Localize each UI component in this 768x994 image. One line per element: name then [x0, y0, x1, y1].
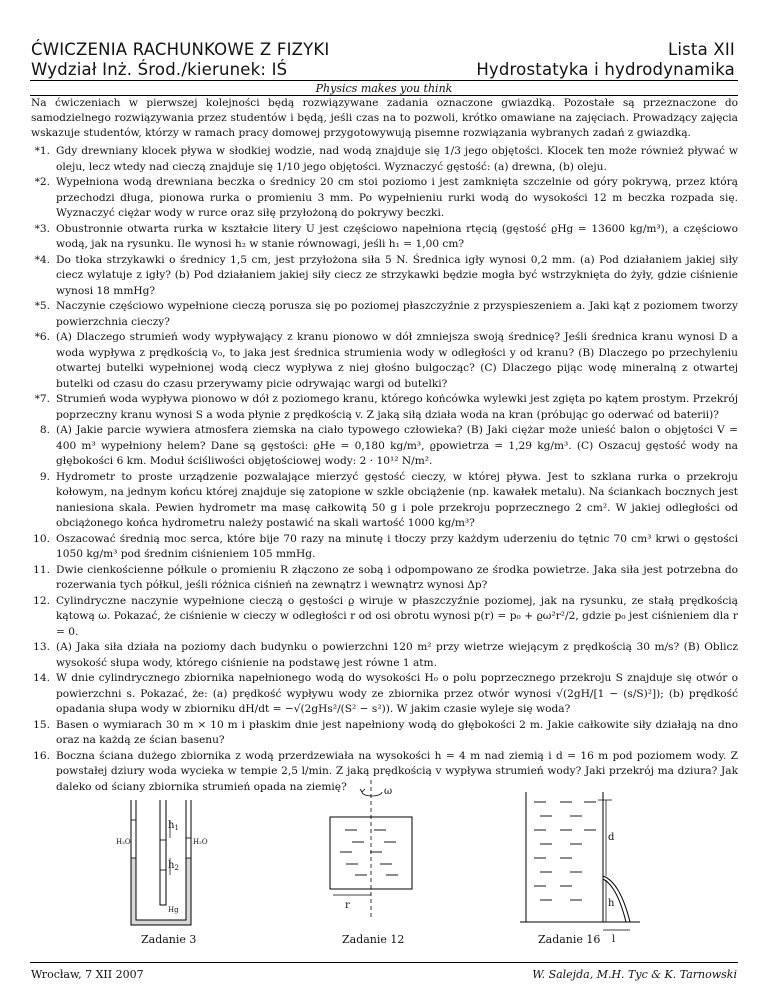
list-number: Lista XII: [667, 40, 735, 59]
problem-number: 12.: [33, 594, 50, 607]
problem-text: Cylindryczne naczynie wypełnione cieczą o gęstości ϱ wiruje w płaszczyźnie poziomej, jak na rysunku, ze stałą prędkością kątową ω. Pokazać, że ciśnienie w cieczy w odległości r od osi obrotu wynosi p(r) = p₀ + ϱω²r²/2, gdzie p₀ jest ciśnieniem dla r = 0.: [56, 594, 738, 638]
problem-item: [20, 470, 738, 532]
footer-place-date: Wrocław, 7 XII 2007: [31, 968, 144, 981]
problem-text: Wypełniona wodą drewniana beczka o średnicy 20 cm stoi poziomo i jest zamknięta szczelnie od góry pokrywą, przez którą przechodzi długa, pionowa rurka o promieniu 3 mm. Po wypełnieniu rurki wodą do wysokości 12 m beczka rozpada się. Wyznaczyć ciężar wody w rurce oraz siłę przyłożoną do pokrywy beczki.: [56, 176, 738, 219]
problem-text: Strumień woda wypływa pionowo w dół z poziomego kranu, którego końcówka wylewki jest zgięta po kątem prostym. Przekrój poprzeczny kranu wynosi S a woda płynie z prędkością v. Z jaką siłą działa woda na kran (próbując go oderwać od baterii)?: [56, 393, 738, 421]
problem-number: *2.: [34, 176, 50, 188]
problem-item: [20, 640, 738, 671]
label-mercury: Hg: [168, 906, 179, 914]
problem-text: Gdy drewniany klocek pływa w słodkiej wodzie, nad wodą znajduje się 1/3 jego objętości. Klocek ten może również pływać w oleju, lecz wtedy nad cieczą znajduje się 1/10 jego objętości. Wyznaczyć gęstość: (a) drewna, (b) oleju.: [56, 145, 738, 173]
problem-list: [20, 144, 738, 795]
problem-number: *4.: [34, 253, 50, 266]
label-h: h: [608, 898, 615, 909]
figures-row: [0, 780, 768, 950]
problem-text: Oszacować średnią moc serca, które bije 70 razy na minutę i tłoczy przy każdym uderzeniu do tętnic 70 cm³ krwi o gęstości 1050 kg/m³ pod średnim ciśnieniem 105 mmHg.: [56, 532, 738, 560]
problem-number: 14.: [33, 672, 50, 684]
motto: Physics makes you think: [315, 82, 453, 95]
course-title: ĆWICZENIA RACHUNKOWE Z FIZYKI: [31, 40, 330, 59]
faculty-line: Wydział Inż. Środ./kierunek: IŚ: [31, 60, 288, 79]
problem-text: Obustronnie otwarta rurka w kształcie litery U jest częściowo napełniona rtęcią (gęstość ϱHg = 13600 kg/m³), a częściowo wodą, jak na rysunku. Ile wynosi h₂ w stanie równowagi, jeśli h₁ = 1,00 cm?: [56, 222, 738, 250]
header-right: [415, 40, 735, 80]
problem-number: 13.: [33, 641, 50, 653]
problem-item: [20, 671, 738, 718]
header-rule-top: [30, 80, 738, 81]
list-topic: Hydrostatyka i hydrodynamika: [476, 60, 735, 79]
problem-number: *7.: [34, 393, 50, 405]
problem-number: *6.: [34, 331, 50, 343]
problem-text: Boczna ściana dużego zbiornika z wodą przerdzewiała na wysokości h = 4 m nad ziemią i d = 16 m pod poziomem wody. Z powstałej dziury woda wycieka w tempie 2,5 l/min. Z jaką prędkością v wypływa strumień wody? Jaki przekrój ma dziura? Jak daleko od ściany zbiornika strumień opada na ziemię?: [56, 749, 738, 793]
label-l: l: [612, 934, 616, 945]
figure-u-tube: [116, 800, 208, 925]
problem-text: Naczynie częściowo wypełnione cieczą porusza się po poziomej płaszczyźnie z przyspieszeniem a. Jaki kąt z poziomem tworzy powierzchnia cieczy?: [56, 300, 738, 328]
label-water-left: H₂O: [116, 838, 131, 846]
problem-number: *3.: [34, 222, 50, 235]
problem-number: 8.: [39, 424, 50, 436]
problem-number: 16.: [33, 749, 50, 762]
problem-text: (A) Jakie parcie wywiera atmosfera ziemska na ciało typowego człowieka? (B) Jaki ciężar może unieść balon o objętości V = 400 m³ wypełniony helem? Dane są gęstości: ϱHe = 0,180 kg/m³, ϱpowietrza = 1,29 kg/m³. (C) Oszacuj gęstość wody na głębokości 6 km. Moduł ściśliwości objętościowej wody: 2 · 10¹² N/m².: [56, 424, 738, 467]
problem-item: [20, 299, 738, 330]
problem-item: [20, 144, 738, 175]
figure-rotating-vessel: [330, 780, 412, 920]
problem-item: [20, 718, 738, 749]
label-water-right: H₂O: [193, 838, 208, 846]
footer-rule: [30, 962, 738, 963]
problem-number: 9.: [39, 470, 50, 483]
label-omega: ω: [384, 786, 393, 797]
problem-item: [20, 423, 738, 470]
problem-item: [20, 563, 738, 594]
problem-item: [20, 330, 738, 392]
label-d: d: [608, 832, 615, 843]
figure-leaking-tank: [520, 792, 640, 945]
problem-text: (A) Jaka siła działa na poziomy dach budynku o powierzchni 120 m² przy wietrze wiejącym z prędkością 30 m/s? (B) Oblicz wysokość słupa wody, którego ciśnienie na podstawę jest równe 1 atm.: [56, 641, 738, 669]
caption-zadanie-16: Zadanie 16: [538, 933, 601, 946]
footer-authors: W. Salejda, M.H. Tyc & K. Tarnowski: [532, 968, 737, 981]
problem-item: [20, 392, 738, 423]
problem-number: 11.: [33, 563, 50, 576]
problem-item: [20, 253, 738, 300]
label-h1: $h_1$: [168, 820, 179, 832]
caption-zadanie-12: Zadanie 12: [342, 933, 405, 946]
caption-zadanie-3: Zadanie 3: [141, 933, 197, 946]
problem-text: Do tłoka strzykawki o średnicy 1,5 cm, jest przyłożona siła 5 N. Średnica igły wynosi 0,2 mm. (a) Pod działaniem jakiej siły ciecz wylatuje z igły? (b) Pod działaniem jakiej siły ciecz ze strzykawki będzie mogła być wstrzyknięta do żyły, gdzie ciśnienie wynosi 18 mmHg?: [56, 253, 738, 297]
problem-item: [20, 222, 738, 253]
header-left: [31, 40, 451, 80]
problem-number: 15.: [33, 718, 50, 731]
problem-text: Basen o wymiarach 30 m × 10 m i płaskim dnie jest napełniony wodą do głębokości 2 m. Jakie całkowite siły działają na dno oraz na każdą ze ścian basenu?: [56, 718, 738, 746]
figures-svg: [0, 780, 768, 950]
problem-item: [20, 594, 738, 641]
problem-text: Hydrometr to proste urządzenie pozwalające mierzyć gęstość cieczy, w której pływa. Jest to szklana rurka o przekroju kołowym, na jednym końcu której znajduje się zatopione w szkle obciążenie (np. kawałek metalu). Na ściankach bocznych jest naniesiona skala. Pewien hydrometr ma masę całkowitą 50 g i pole przekroju poprzecznego 2 cm². W jakiej odległości od obciążonego końca hydrometru należy postawić na skali wartość 1000 kg/m³?: [56, 470, 738, 529]
label-r: r: [345, 900, 350, 911]
problem-text: W dnie cylindrycznego zbiornika napełnionego wodą do wysokości H₀ o polu poprzecznego przekroju S znajduje się otwór o powierzchni s. Pokazać, że: (a) prędkość wypływu wody ze zbiornika przez otwór wynosi √(2gH/[1 − (s/S)²]); (b) prędkość opadania słupa wody w zbiorniku dH/dt = −√(2gHs²/(S² − s²)). W jakim czasie wyleje się woda?: [56, 672, 738, 715]
problem-text: Dwie cienkościenne półkule o promieniu R złączono ze sobą i odpompowano ze środka powietrze. Jaka siła jest potrzebna do rozerwania tych półkul, jeśli różnica ciśnień na zewnątrz i wewnątrz wynosi Δp?: [56, 563, 738, 591]
label-h2: $h_2$: [168, 860, 179, 872]
problem-number: *5.: [34, 300, 50, 312]
problem-number: 10.: [33, 532, 50, 545]
problem-number: *1.: [34, 145, 50, 157]
problem-text: (A) Dlaczego strumień wody wypływający z kranu pionowo w dół zmniejsza swoją średnicę? Jeśli średnica kranu wynosi D a woda wypływa z prędkością v₀, to jaka jest średnica strumienia wody w odległości y od kranu? (B) Dlaczego po przechyleniu otwartej butelki wypełnionej wodą ciecz wypływa z niej głośno bulgocząc? (C) Dlaczego pijąc wodę mineralną z otwartej butelki od czasu do czasu przerywamy picie odrywając wargi od butelki?: [56, 331, 738, 390]
intro-paragraph: Na ćwiczeniach w pierwszej kolejności będą rozwiązywane zadania oznaczone gwiazdką. Pozostałe są przeznaczone do samodzielnego rozwiązywania przez studentów i będą, jeśli czas na to pozwoli, krótko omawiane na zajęciach. Prowadzący zajęcia wskazuje studentów, którzy w ramach pracy domowej przygotowywują pisemne rozwiązania wybranych zadań z gwiazdką.: [31, 97, 738, 139]
problem-item: [20, 175, 738, 222]
problem-item: [20, 532, 738, 563]
